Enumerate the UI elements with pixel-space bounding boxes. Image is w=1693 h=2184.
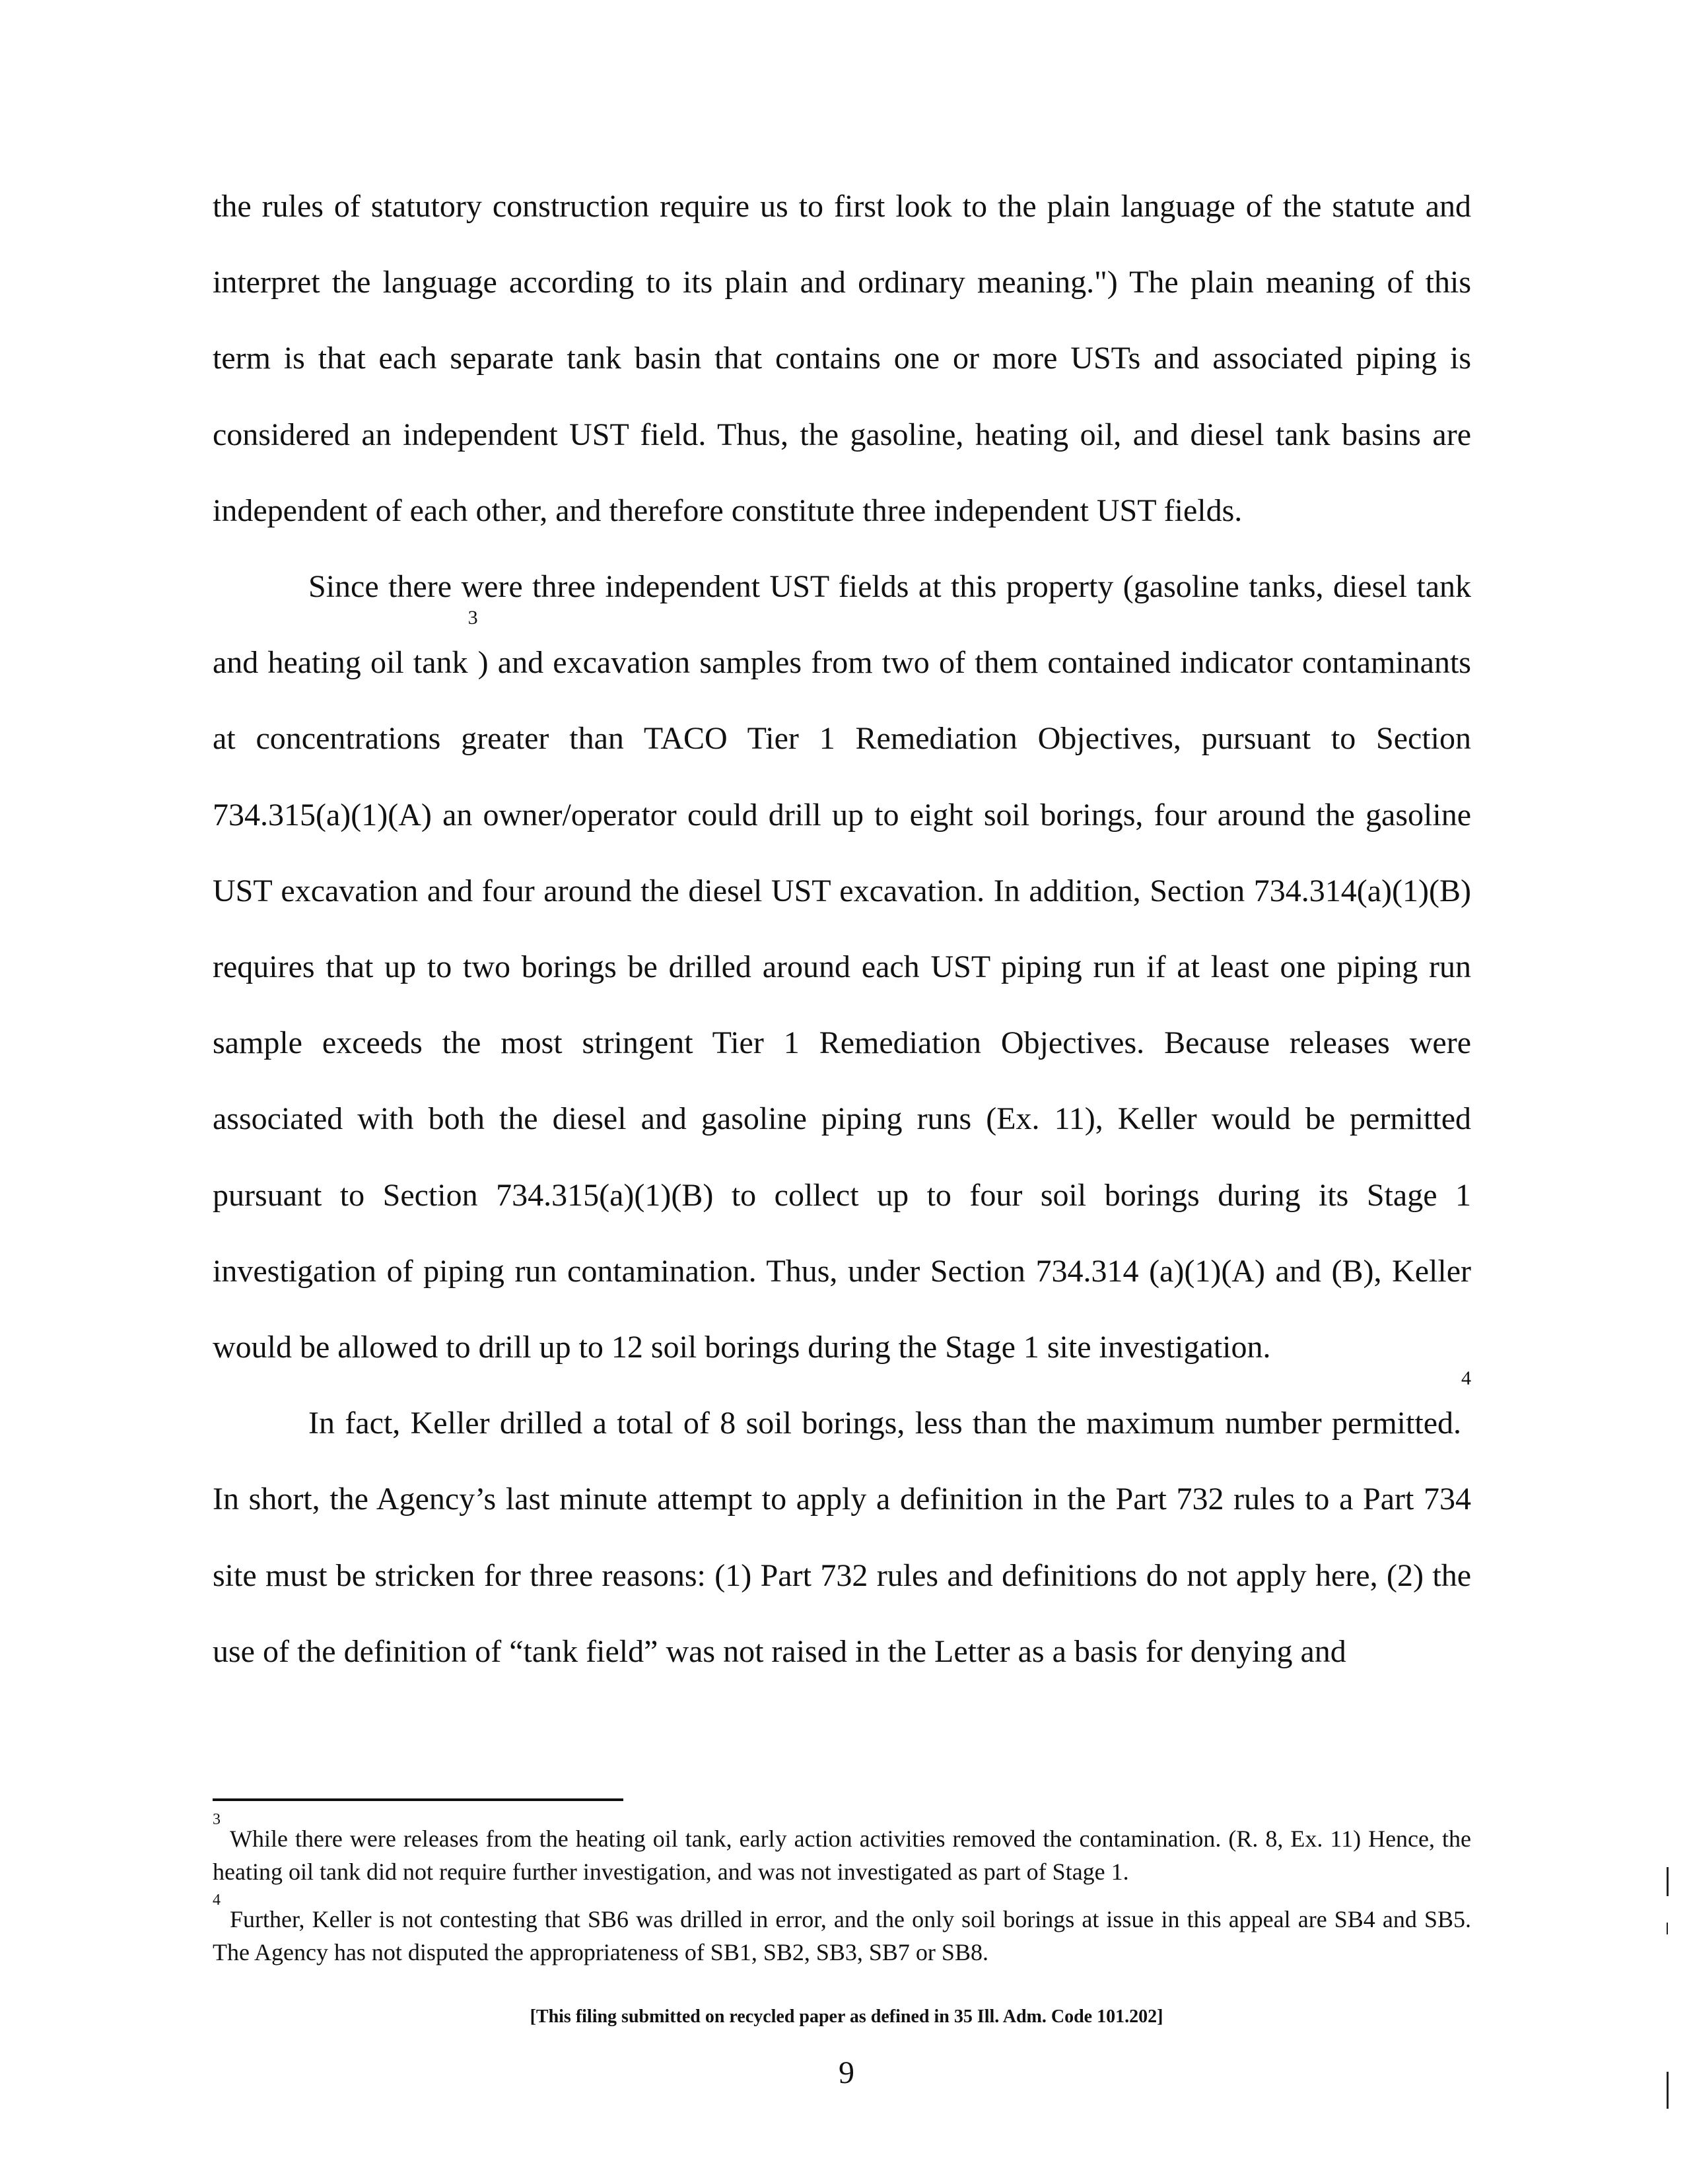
paragraph-1: the rules of statutory construction require us to first look to the plain language of the statute and interpret the language according to its plain and ordinary meaning.") The plain meaning of this term is that each separate tank basin that contains one or more USTs and associated piping is considered an independent UST field. Thus, the gasoline, heating oil, and diesel tank basins are independent of each other, and therefore constitute three independent UST fields.	[213, 189, 1471, 528]
footnote-4-text: Further, Keller is not contesting that SB6 was drilled in error, and the only soil borings at issue in this appeal are SB4 and SB5. The Agency has not disputed the appropriateness of SB1, SB2, SB3, SB7 or SB8.	[213, 1906, 1471, 1965]
scan-artifact-mark	[1667, 2072, 1669, 2109]
paragraph-2-text-b: ) and excavation samples from two of them contained indicator contaminants at concentrations greater than TACO Tier 1 Remediation Objectives, pursuant to Section 734.315(a)(1)(A) an owner/operator could drill up to eight soil borings, four around the gasoline UST excavation and four around the diesel UST excavation. In addition, Section 734.314(a)(1)(B) requires that up to two borings be drilled around each UST piping run if at least one piping run sample exceeds the most stringent Tier 1 Remediation Objectives. Because releases were associated with both the diesel and gasoline piping runs (Ex. 11), Keller would be permitted pursuant to Section 734.315(a)(1)(B) to collect up to four soil borings during its Stage 1 investigation of piping run contamination. Thus, under Section 734.314 (a)(1)(A) and (B), Keller would be allowed to drill up to 12 soil borings during the Stage 1 site investigation.	[213, 645, 1471, 1365]
paragraph-3	[213, 1367, 1471, 1689]
paragraph-3-text-b: In short, the Agency’s last minute attempt to apply a definition in the Part 732 rules to a Part 734 site must be stricken for three reasons: (1) Part 732 rules and definitions do not apply here, (2) the use of the definition of “tank field” was not raised in the Letter as a basis for denying and	[213, 1482, 1471, 1669]
footnote-3	[213, 1811, 1471, 1888]
body-text	[213, 168, 1471, 1689]
footnote-3-text: While there were releases from the heating oil tank, early action activities removed the contamination. (R. 8, Ex. 11) Hence, the heating oil tank did not require further investigation, and was not investigated as part of Stage 1.	[213, 1826, 1471, 1885]
footnote-4-number: 4	[213, 1892, 221, 1909]
footnote-3-number: 3	[213, 1811, 221, 1828]
footnote-ref-3: 3	[467, 607, 478, 629]
paragraph-3-text-a: In fact, Keller drilled a total of 8 soil borings, less than the maximum number permitted.	[308, 1406, 1461, 1441]
scan-artifact-mark	[1667, 1923, 1668, 1934]
page-number: 9	[839, 2055, 854, 2090]
footnotes	[213, 1811, 1471, 1983]
paragraph-2-text-a: Since there were three independent UST fields at this property (gasoline tanks, diesel tank and heating oil tank	[213, 569, 1471, 681]
footnote-separator	[213, 1798, 623, 1801]
scan-artifact-mark	[1667, 1867, 1669, 1896]
footnote-4	[213, 1892, 1471, 1969]
recycled-paper-notice: [This filing submitted on recycled paper as defined in 35 Ill. Adm. Code 101.202]	[530, 2006, 1163, 2027]
footnote-ref-4: 4	[1461, 1367, 1471, 1390]
paragraph-2	[213, 549, 1471, 1385]
